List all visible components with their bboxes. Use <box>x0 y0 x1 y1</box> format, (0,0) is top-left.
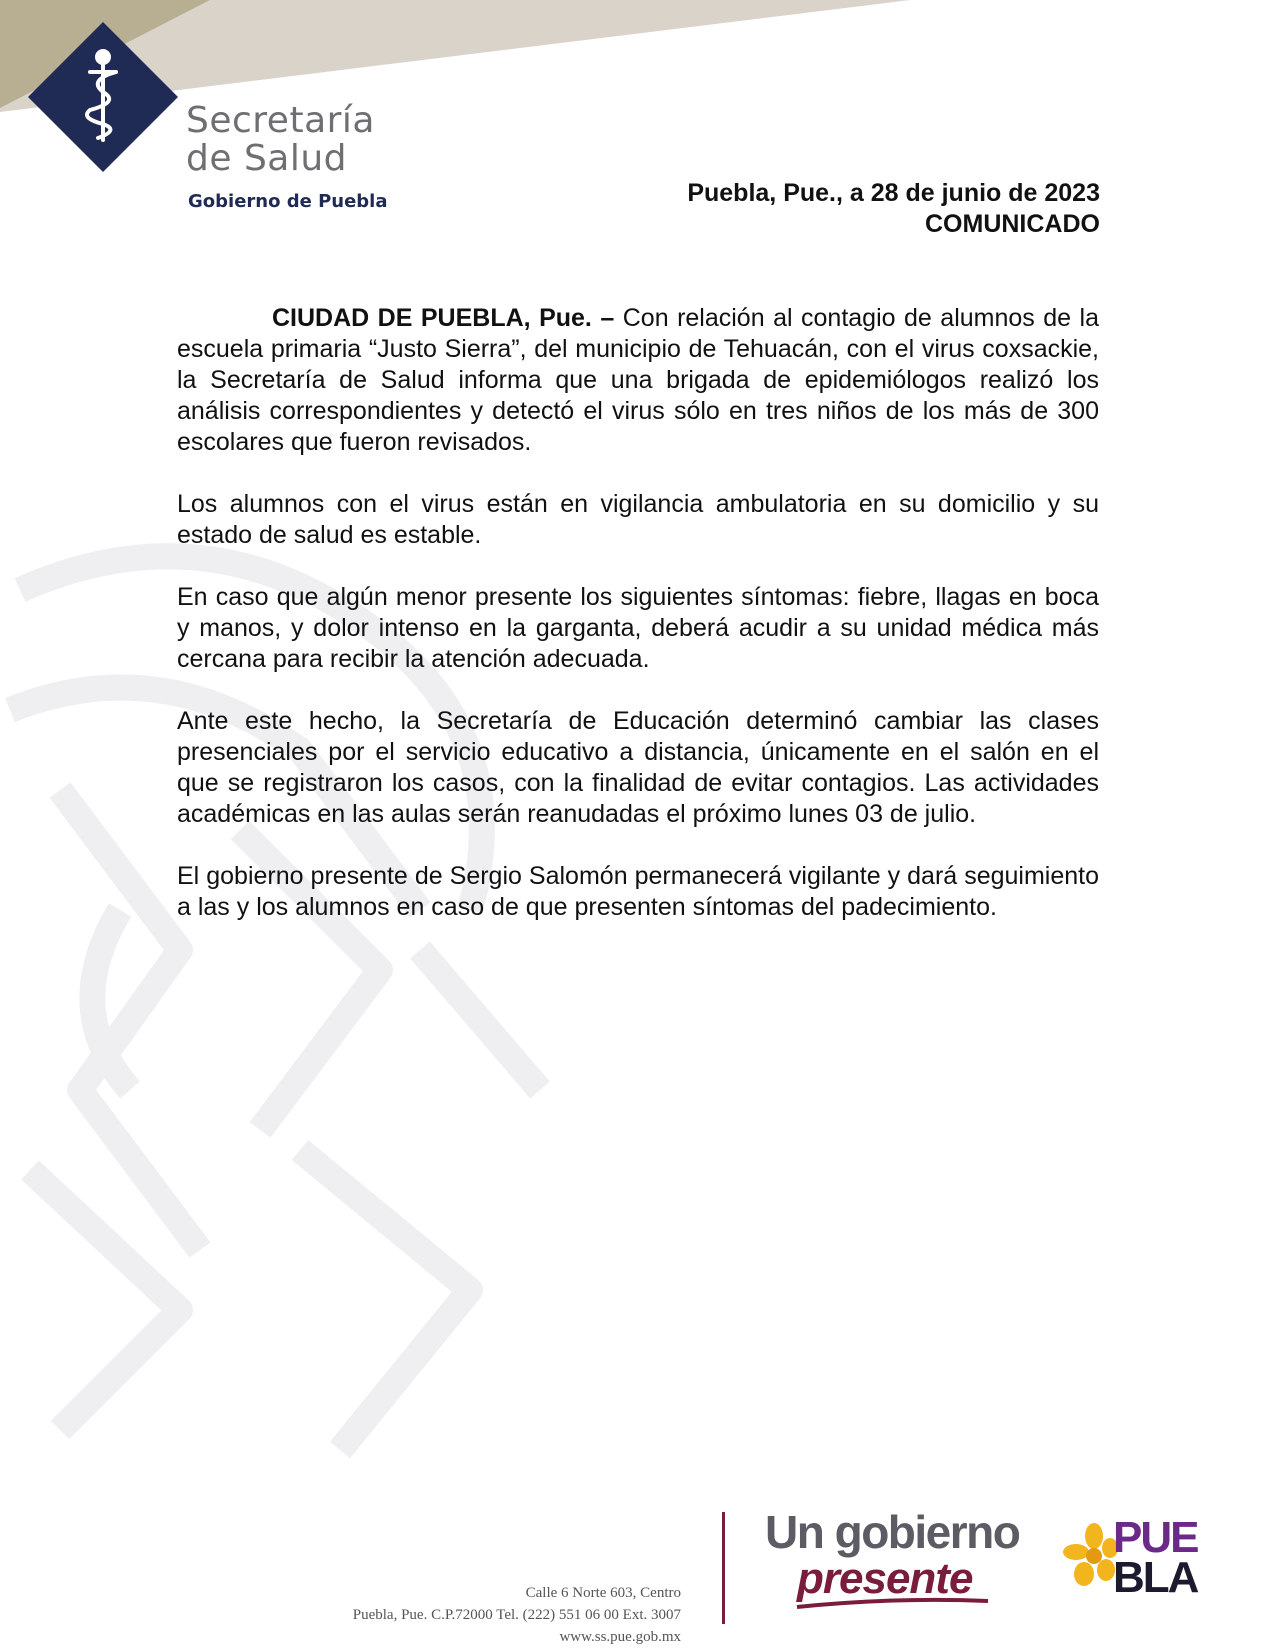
brand-line-2: de Salud <box>186 138 348 179</box>
slogan-line-1: Un gobierno <box>765 1506 1020 1558</box>
puebla-word-bottom: BLA <box>1113 1553 1198 1602</box>
paragraph-4: Ante este hecho, la Secretaría de Educación determinó cambiar las clases presenciales por el servicio educativo a distancia, únicamente en el salón en el que se registraron los casos, con la finalidad de evitar contagios. Las actividades académicas en las aulas serán reanudadas el próximo lunes 03 de julio. <box>177 707 1099 828</box>
address-line-2: Puebla, Pue. C.P.72000 Tel. (222) 551 06 00 Ext. 3007 <box>352 1607 681 1623</box>
slogan-line-2: presente <box>797 1554 973 1603</box>
brand-line-1: Secretaría <box>186 100 375 141</box>
website-link[interactable]: www.ss.pue.gob.mx <box>559 1629 681 1645</box>
slogan-logo <box>765 1508 1019 1602</box>
paragraph-5: El gobierno presente de Sergio Salomón permanecerá vigilante y dará seguimiento a las y los alumnos en caso de que presenten síntomas del padecimiento. <box>177 862 1099 921</box>
address-line-1: Calle 6 Norte 603, Centro <box>525 1585 681 1601</box>
press-release-body <box>177 303 1099 954</box>
paragraph-1 <box>177 303 1099 458</box>
document-type: COMUNICADO <box>925 210 1100 238</box>
paragraph-3: En caso que algún menor presente los siguientes síntomas: fiebre, llagas en boca y manos, y dolor intenso en la garganta, deberá acudir a su unidad médica más cercana para recibir la atención adecuada. <box>177 583 1099 673</box>
puebla-wordmark <box>1113 1513 1198 1602</box>
paragraph-2: Los alumnos con el virus están en vigilancia ambulatoria en su domicilio y su estado de salud es estable. <box>177 490 1099 549</box>
footer-divider <box>722 1512 725 1624</box>
brand-name <box>186 102 375 178</box>
caduceus-icon <box>28 22 178 172</box>
paragraph-1-text: Con relación al contagio de alumnos de la escuela primaria “Justo Sierra”, del municipio de Tehuacán, con el virus coxsackie, la Secretaría de Salud informa que una brigada de epidemiólogos realizó los análisis correspondientes y detectó el virus sólo en tres niños de los más de 300 escolares que fueron revisados. <box>177 304 1099 456</box>
date-line: Puebla, Pue., a 28 de junio de 2023 <box>687 179 1100 207</box>
slogan-underline-swoosh <box>795 1597 990 1609</box>
brand-subtitle: Gobierno de Puebla <box>188 191 388 212</box>
document-header <box>687 178 1100 240</box>
footer-address <box>353 1582 681 1648</box>
puebla-word-top: PUE <box>1113 1513 1198 1562</box>
dateline-lead: CIUDAD DE PUEBLA, Pue. – <box>272 304 615 332</box>
